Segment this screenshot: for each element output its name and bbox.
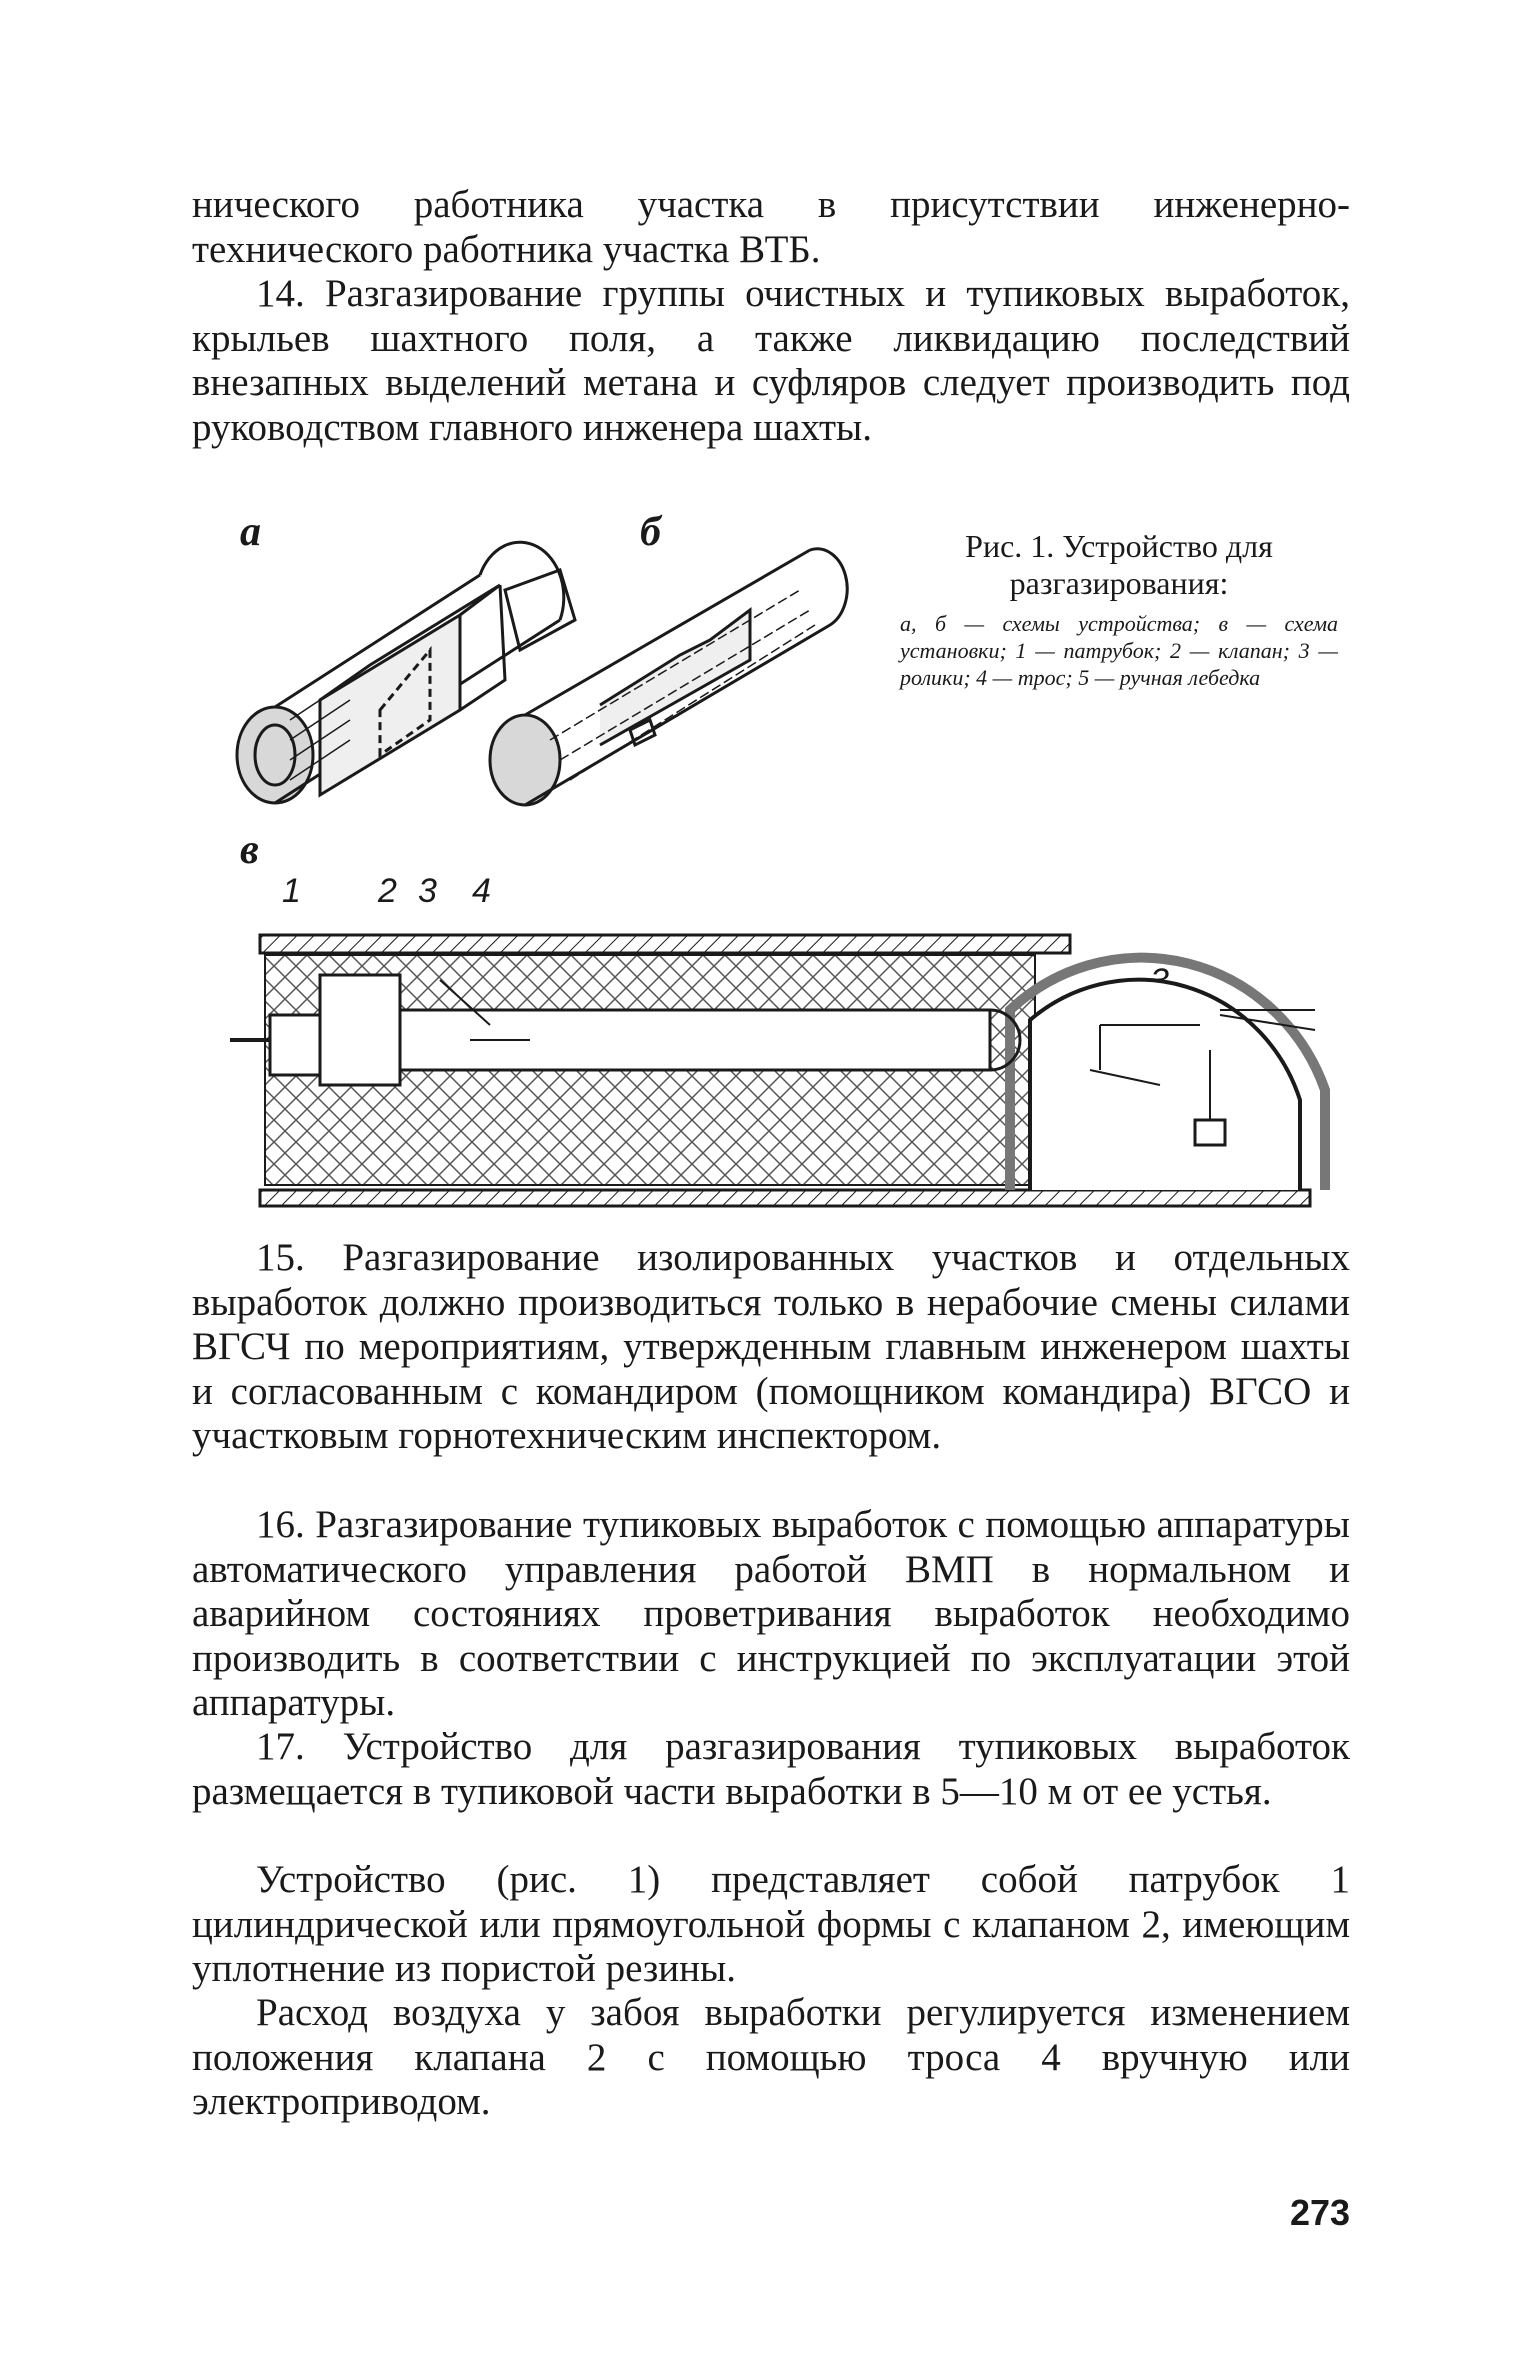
figure-v-drawing	[230, 900, 1340, 1210]
callout-1: 1	[282, 872, 301, 910]
paragraph-17: 17. Устройство для разгазирования тупиковых выработок размещается в тупиковой части выработки в 5—10 м от ее устья.	[192, 1725, 1350, 1813]
figure-caption-legend: а, б — схемы устройства; в — схема установки; 1 — патрубок; 2 — клапан; 3 — ролики; 4 — трос; 5 — ручная лебедка	[900, 611, 1338, 690]
paragraph-14: 14. Разгазирование группы очистных и тупиковых выработок, крыльев шахтного поля, а также ликвидацию последствий внезапных выделений метана и суфляров следует производить под руководством главного инженера шахты.	[192, 272, 1350, 449]
callout-3-top: 3	[418, 872, 437, 910]
figure-caption-title: Рис. 1. Устройство для разгазирования:	[965, 528, 1273, 601]
figure-caption	[900, 528, 1338, 691]
paragraph-16: 16. Разгазирование тупиковых выработок с помощью аппаратуры автоматического управления работой ВМП в нормальном и аварийном состояниях проветривания выработок необходимо производить в соответствии с инструкцией по эксплуатации этой аппаратуры.	[192, 1503, 1350, 1724]
page-number: 273	[1290, 2192, 1351, 2233]
paragraph-device: Устройство (рис. 1) представляет собой патрубок 1 цилиндрической или прямоугольной формы с клапаном 2, имеющим уплотнение из пористой резины.	[192, 1858, 1350, 1990]
figure-label-a: а	[240, 509, 261, 555]
paragraph-continuation: нического работника участка в присутствии инженерно-технического работника участка ВТБ.	[192, 183, 1350, 271]
figure-b-drawing	[480, 530, 860, 810]
figure-label-v: в	[240, 827, 259, 873]
callout-2: 2	[378, 872, 397, 910]
paragraph-15: 15. Разгазирование изолированных участков и отдельных выработок должно производиться только в нерабочие смены силами ВГСЧ по мероприятиям, утвержденным главным инженером шахты и согласованным с командиром (помощником командира) ВГСО и участковым горнотехническим инспектором.	[192, 1236, 1350, 1457]
figure-label-b: б	[640, 509, 661, 555]
paragraph-airflow: Расход воздуха у забоя выработки регулируется изменением положения клапана 2 с помощью троса 4 вручную или электроприводом.	[192, 1991, 1350, 2123]
callout-4: 4	[472, 872, 491, 910]
